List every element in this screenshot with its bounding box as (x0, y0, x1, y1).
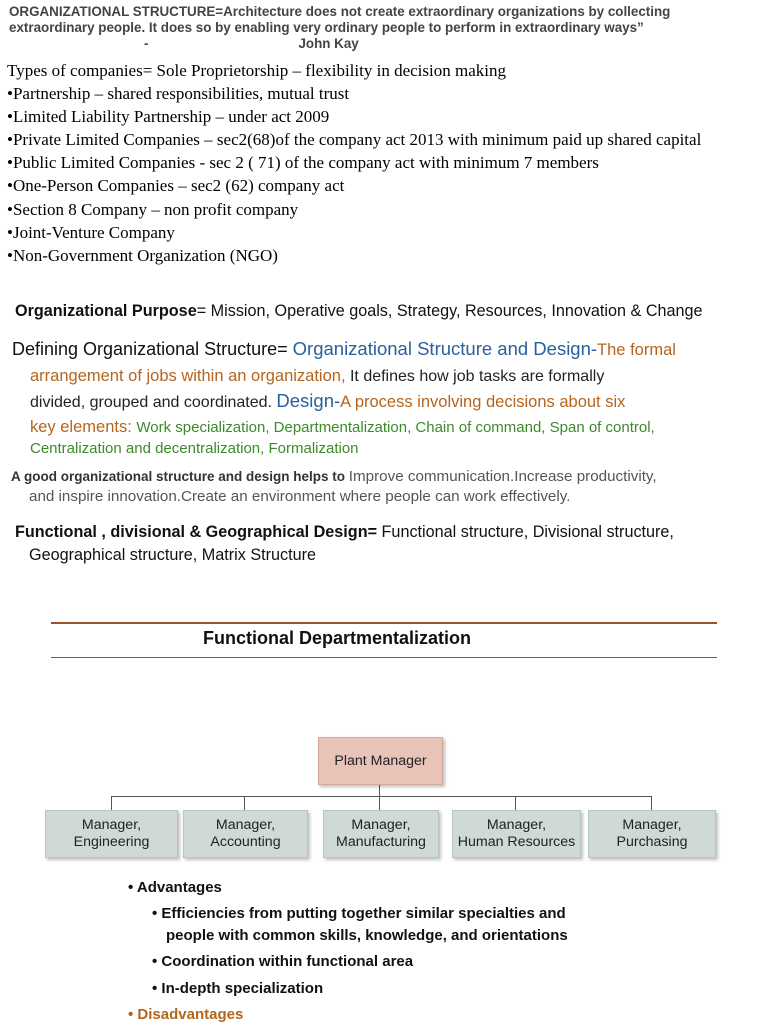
good-structure: A good organizational structure and design helps to Improve communication.Increase productivity, and inspire innovation.Create an environment where people can work effectively. (11, 468, 657, 505)
list-item: • Efficiencies from putting together similar specialties and (152, 905, 566, 922)
quote-line-2: extraordinary people. It does so by enabling very ordinary people to perform in extraordinary ways” (9, 20, 644, 35)
list-item: •Private Limited Companies – sec2(68)of the company act 2013 with minimum paid up shared capital (7, 130, 702, 150)
list-item: •Limited Liability Partnership – under act 2009 (7, 107, 330, 127)
list-item: •Public Limited Companies - sec 2 ( 71) of the company act with minimum 7 members (7, 153, 599, 173)
list-item: •Non-Government Organization (NGO) (7, 245, 278, 265)
title-rule-bottom (51, 657, 717, 658)
org-box-manufacturing: Manager, Manufacturing (323, 810, 439, 858)
connector-line (111, 796, 652, 797)
quote-block (9, 4, 764, 52)
list-item: Types of companies= Sole Proprietorship – flexibility in decision making (7, 61, 506, 80)
org-box-human-resources: Manager, Human Resources (452, 810, 581, 858)
list-item: •One-Person Companies – sec2 (62) company act (7, 176, 345, 196)
connector-line (651, 796, 652, 810)
organizational-purpose: Organizational Purpose= Mission, Operative goals, Strategy, Resources, Innovation & Change (15, 302, 703, 320)
list-item: •Partnership – shared responsibilities, mutual trust (7, 84, 350, 104)
org-box-accounting: Manager, Accounting (183, 810, 308, 858)
title-rule-top (51, 622, 717, 624)
functional-design: Functional , divisional & Geographical Design= Functional structure, Divisional structure, Geographical structure, Matrix Structure (15, 523, 674, 564)
org-box-purchasing: Manager, Purchasing (588, 810, 716, 858)
advantages-heading: • Advantages (128, 879, 222, 896)
connector-line (515, 796, 516, 810)
company-types-list (7, 59, 762, 267)
list-item: • In-depth specialization (152, 980, 324, 997)
slide-title: Functional Departmentalization (202, 628, 472, 648)
org-box-plant-manager: Plant Manager (318, 737, 443, 785)
list-item: • Coordination within functional area (152, 953, 414, 970)
connector-line (111, 796, 112, 810)
connector-line (379, 796, 380, 810)
connector-line (244, 796, 245, 810)
disadvantages-heading: • Disadvantages (128, 1006, 244, 1023)
list-item: •Section 8 Company – non profit company (7, 199, 299, 219)
list-item: •Joint-Venture Company (7, 222, 175, 242)
quote-author: - John Kay (144, 36, 359, 51)
quote-line-1: ORGANIZATIONAL STRUCTURE=Architecture does not create extraordinary organizations by collecting (9, 4, 671, 19)
org-box-engineering: Manager, Engineering (45, 810, 178, 858)
list-item: people with common skills, knowledge, and orientations (166, 927, 568, 944)
defining-structure: Defining Organizational Structure= Organizational Structure and Design-The formal arrangement of jobs within an organization, It defines how job tasks are formally divided, grouped and coordinated. Design-A process involving decisions about six key elements: Work specialization, Departmentalization, Chain of command, Span of control, Centralization and decentralization, Formalization (12, 338, 676, 457)
